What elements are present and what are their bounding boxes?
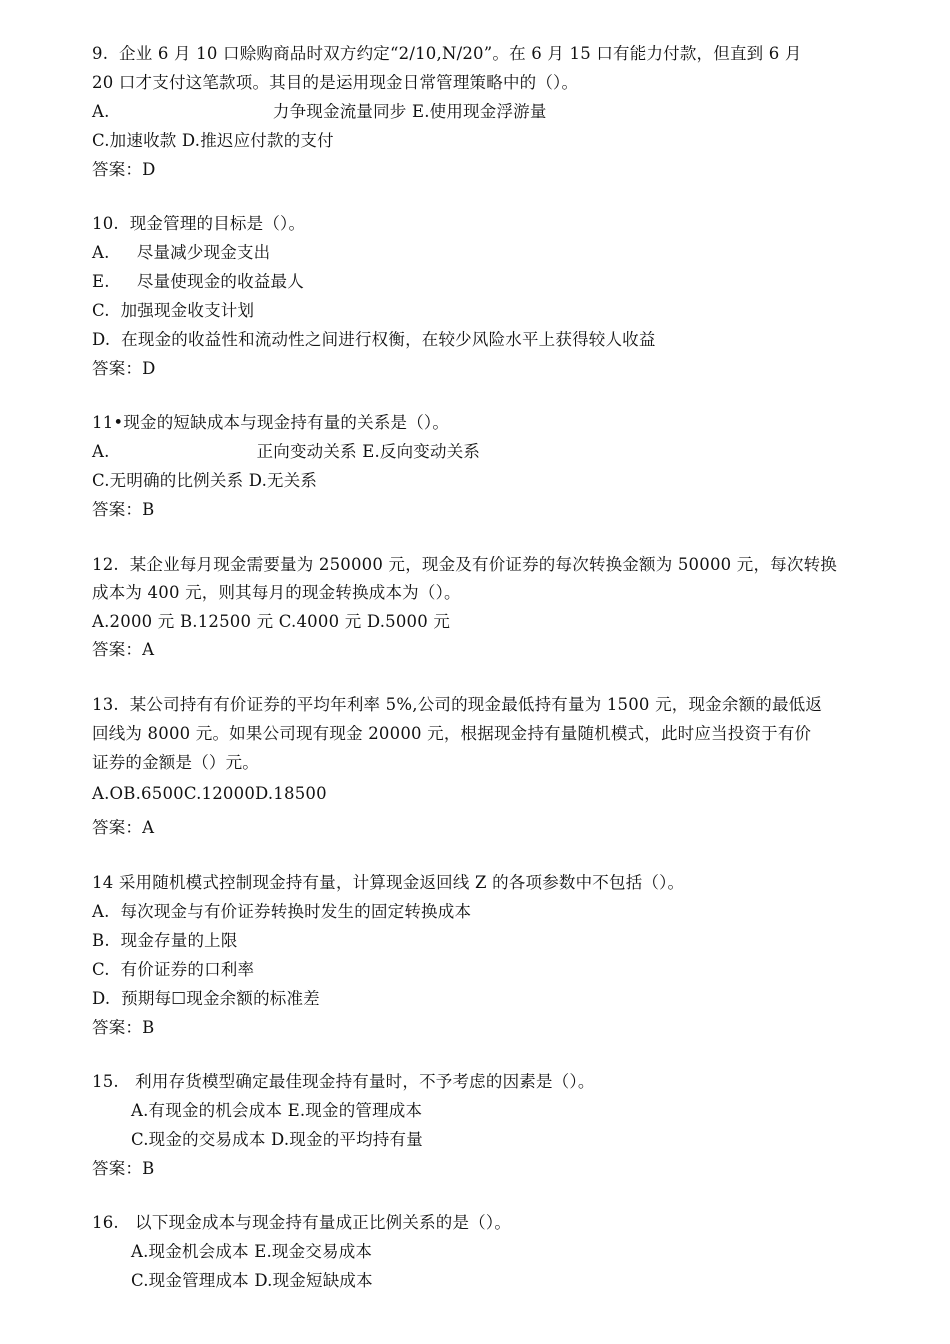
q15-stem: 15. 利用存货模型确定最佳现金持有量时，不予考虑的因素是（）。 [92, 1072, 595, 1091]
q12-answer: 答案：A [92, 640, 155, 659]
q12-options: A.2000 元 B.12500 元 C.4000 元 D.5000 元 [92, 612, 451, 631]
q10-option-a: A. 尽量减少现金支出 [92, 243, 271, 262]
q10-option-b: E. 尽量使现金的收益最人 [92, 272, 304, 291]
q13-stem-line-1: 13. 某公司持有有价证券的平均年利率 5%,公司的现金最低持有量为 1500 元，现金余额的最低返 [92, 695, 823, 714]
q12-stem-line-2: 成本为 400 元，则其每月的现金转换成本为（）。 [92, 583, 461, 602]
q11-options-line-2: C.无明确的比例关系 D.无关系 [92, 471, 318, 490]
q14-answer: 答案：B [92, 1018, 155, 1037]
q16-options-line-2: C.现金管理成本 D.现金短缺成本 [131, 1271, 373, 1290]
q10-option-c: C. 加强现金收支计划 [92, 301, 255, 320]
q10-answer: 答案：D [92, 359, 156, 378]
q13-stem-line-3: 证券的金额是（）元。 [92, 753, 259, 772]
q14-option-b: B. 现金存量的上限 [92, 931, 238, 950]
q12-stem-line-1: 12. 某企业每月现金需要量为 250000 元，现金及有价证券的每次转换金额为 50000 元，每次转换 [92, 555, 837, 574]
q9-options-line-2: C.加速收款 D.推迟应付款的支付 [92, 131, 334, 150]
q13-options: A.OB.6500C.12000D.18500 [92, 784, 327, 803]
q16-stem: 16. 以下现金成本与现金持有量成正比例关系的是（）。 [92, 1213, 512, 1232]
q9-answer: 答案：D [92, 160, 156, 179]
q9-options-line-1: A. 力争现金流量同步 E.使用现金浮游量 [92, 102, 547, 121]
q15-options-line-1: A.有现金的机会成本 E.现金的管理成本 [131, 1101, 423, 1120]
q11-options-line-1: A. 正向变动关系 E.反向变动关系 [92, 442, 481, 461]
q14-stem: 14 采用随机模式控制现金持有量，计算现金返回线 Z 的各项参数中不包括（）。 [92, 873, 685, 892]
q13-answer: 答案：A [92, 818, 155, 837]
q11-stem: 11•现金的短缺成本与现金持有量的关系是（）。 [92, 413, 450, 432]
q10-option-d: D. 在现金的收益性和流动性之间进行权衡，在较少风险水平上获得较人收益 [92, 330, 656, 349]
q14-option-c: C. 有价证券的口利率 [92, 960, 255, 979]
q9-stem-line-1: 9. 企业 6 月 10 口赊购商品时双方约定“2/10,N/20”。在 6 月 15 口有能力付款，但直到 6 月 [92, 44, 802, 63]
q14-option-d: D. 预期每☐现金余额的标准差 [92, 989, 320, 1008]
q15-options-line-2: C.现金的交易成本 D.现金的平均持有量 [131, 1130, 423, 1149]
q15-answer: 答案：B [92, 1159, 155, 1178]
q13-stem-line-2: 回线为 8000 元。如果公司现有现金 20000 元，根据现金持有量随机模式，此时应当投资于有价 [92, 724, 812, 743]
q10-stem: 10. 现金管理的目标是（）。 [92, 214, 306, 233]
q14-option-a: A. 每次现金与有价证券转换时发生的固定转换成本 [92, 902, 472, 921]
q9-stem-line-2: 20 口才支付这笔款项。其目的是运用现金日常管理策略中的（）。 [92, 73, 579, 92]
q11-answer: 答案：B [92, 500, 155, 519]
q16-options-line-1: A.现金机会成本 E.现金交易成本 [131, 1242, 373, 1261]
